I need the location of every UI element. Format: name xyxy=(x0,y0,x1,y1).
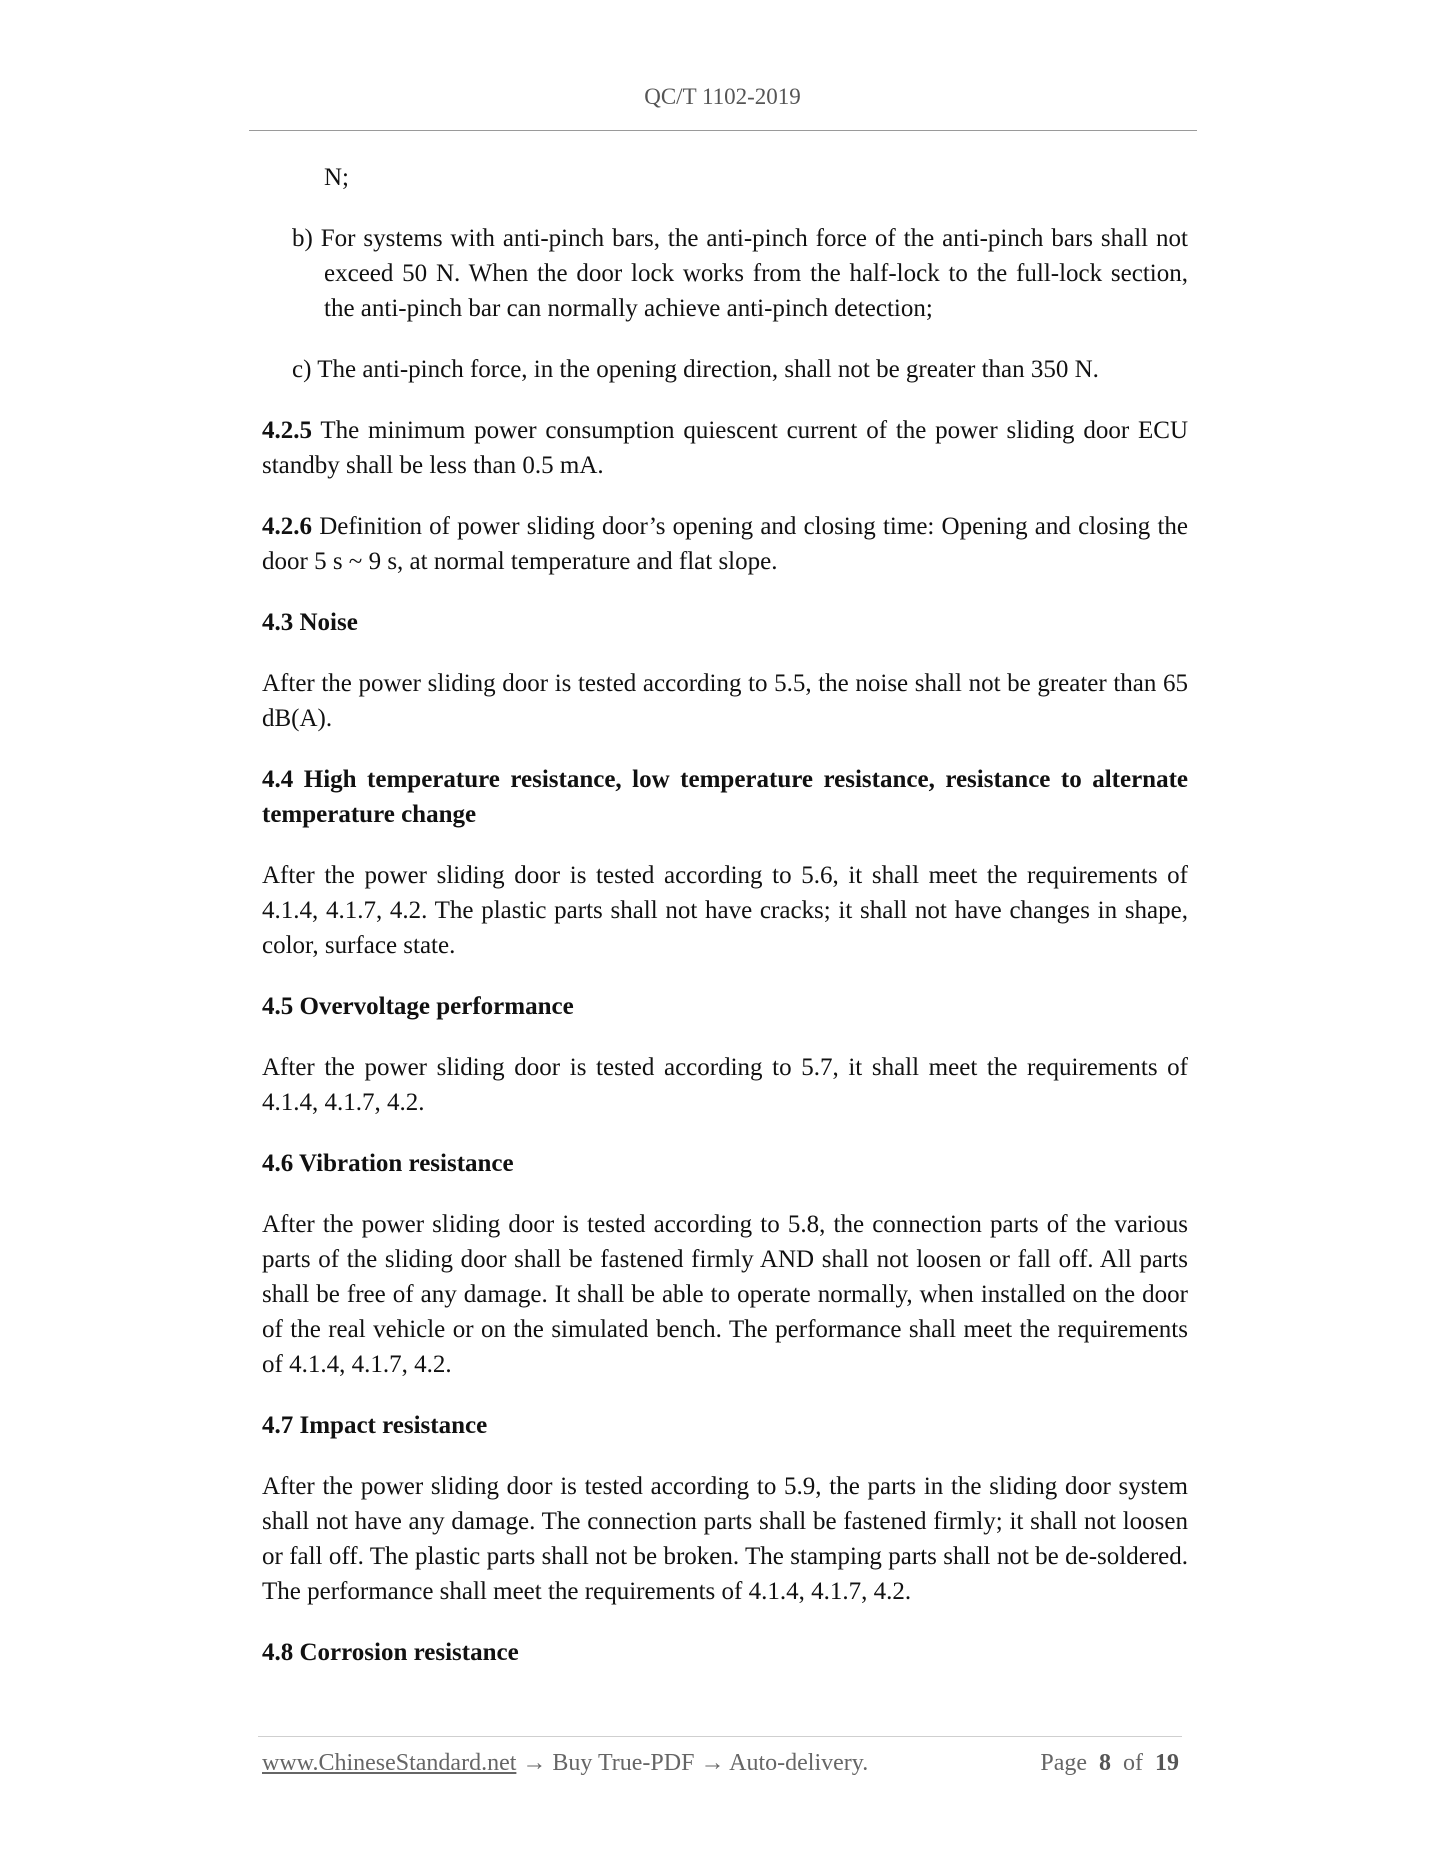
paragraph-4-5: After the power sliding door is tested according to 5.7, it shall meet the requirements of 4.1.4, 4.1.7, 4.2. xyxy=(262,1054,1188,1116)
paragraph-4-6: After the power sliding door is tested according to 5.8, the connection parts of the various parts of the sliding door shall be fastened firmly AND shall not loosen or fall off. All parts shall be free of any damage. It shall be able to operate normally, when installed on the door of the real vehicle or on the simulated bench. The performance shall meet the requirements of 4.1.4, 4.1.7, 4.2. xyxy=(262,1211,1188,1378)
footer-promo xyxy=(262,1750,868,1777)
website-link[interactable]: www.ChineseStandard.net xyxy=(262,1750,517,1776)
buy-text: Buy True-PDF xyxy=(552,1750,695,1776)
section-heading-4-8: 4.8 Corrosion resistance xyxy=(262,1639,519,1666)
header-divider xyxy=(249,130,1197,131)
page-indicator xyxy=(1040,1750,1179,1777)
of-label: of xyxy=(1123,1750,1143,1776)
continuation-text: N; xyxy=(324,164,349,191)
section-heading-4-3: 4.3 Noise xyxy=(262,609,358,636)
page-number: 8 xyxy=(1099,1750,1111,1776)
section-heading-4-5: 4.5 Overvoltage performance xyxy=(262,993,574,1020)
clause-4-2-6 xyxy=(262,509,1188,579)
delivery-text: Auto-delivery. xyxy=(729,1750,869,1776)
clause-number: 4.2.5 xyxy=(262,417,312,444)
footer-divider xyxy=(258,1736,1182,1737)
list-item-c: c) The anti-pinch force, in the opening direction, shall not be greater than 350 N. xyxy=(292,356,1099,383)
page-label: Page xyxy=(1040,1750,1087,1776)
section-heading-4-4: 4.4 High temperature resistance, low temperature resistance, resistance to alternate temperature change xyxy=(262,766,1188,828)
list-item-b: b) For systems with anti-pinch bars, the anti-pinch force of the anti-pinch bars shall not exceed 50 N. When the door lock works from the half-lock to the full-lock section, the anti-pinch bar can normally achieve anti-pinch detection; xyxy=(292,225,1188,322)
page-header-title: QC/T 1102-2019 xyxy=(644,84,801,109)
paragraph-4-4: After the power sliding door is tested according to 5.6, it shall meet the requirements of 4.1.4, 4.1.7, 4.2. The plastic parts shall not have cracks; it shall not have changes in shape, color, surface state. xyxy=(262,862,1188,959)
arrow-icon: → xyxy=(694,1750,730,1776)
section-heading-4-7: 4.7 Impact resistance xyxy=(262,1412,488,1439)
clause-number: 4.2.6 xyxy=(262,513,312,540)
clause-text: Definition of power sliding door’s opening and closing time: Opening and closing the door 5 s ~ 9 s, at normal temperature and flat slope. xyxy=(262,513,1189,575)
clause-text: The minimum power consumption quiescent current of the power sliding door ECU standby shall be less than 0.5 mA. xyxy=(262,417,1188,479)
clause-4-2-5 xyxy=(262,413,1188,483)
arrow-icon: → xyxy=(516,1750,553,1776)
page-total: 19 xyxy=(1155,1750,1179,1776)
paragraph-4-7: After the power sliding door is tested according to 5.9, the parts in the sliding door system shall not have any damage. The connection parts shall be fastened firmly; it shall not loosen or fall off. The plastic parts shall not be broken. The stamping parts shall not be de-soldered. The performance shall meet the requirements of 4.1.4, 4.1.7, 4.2. xyxy=(262,1473,1188,1605)
paragraph-4-3: After the power sliding door is tested according to 5.5, the noise shall not be greater than 65 dB(A). xyxy=(262,670,1188,732)
document-body xyxy=(262,160,1188,1696)
section-heading-4-6: 4.6 Vibration resistance xyxy=(262,1150,514,1177)
